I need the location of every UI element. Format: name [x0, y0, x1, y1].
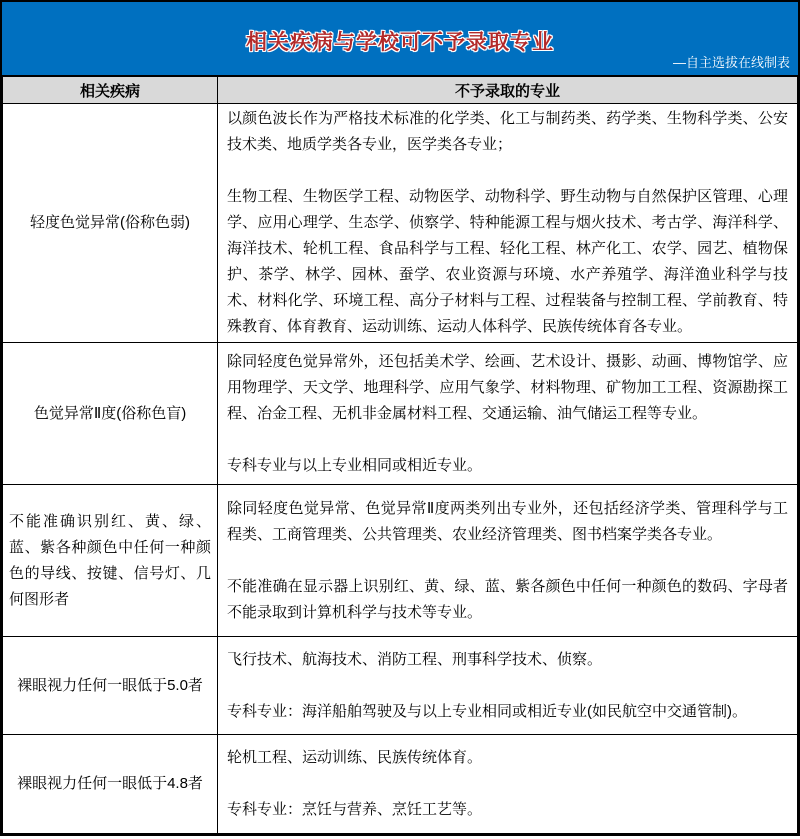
page-title: 相关疾病与学校可不予录取专业	[246, 31, 554, 54]
majors-paragraph: 轮机工程、运动训练、民族传统体育。	[227, 749, 483, 766]
disease-majors-table	[2, 76, 798, 834]
majors-paragraph: 除同轻度色觉异常外，还包括美术学、绘画、艺术设计、摄影、动画、博物馆学、应用物理学、天文学、地理科学、应用气象学、材料物理、矿物加工工程、资源勘探工程、冶金工程、无机非金属材料工程、交通运输、油气储运工程等专业。	[227, 352, 788, 422]
majors-cell	[218, 343, 798, 485]
majors-paragraph: 专科专业与以上专业相同或相近专业。	[227, 456, 483, 474]
header-majors: 不予录取的专业	[218, 77, 798, 104]
majors-cell	[218, 104, 798, 343]
disease-cell: 裸眼视力任何一眼低于5.0者	[3, 637, 218, 735]
disease-cell: 裸眼视力任何一眼低于4.8者	[3, 735, 218, 834]
majors-cell	[218, 735, 798, 834]
disease-cell: 不能准确识别红、黄、绿、蓝、紫各种颜色中任何一种颜色的导线、按键、信号灯、几何图形者	[3, 485, 218, 637]
table-row	[3, 735, 798, 834]
majors-paragraph: 专科专业：烹饪与营养、烹饪工艺等。	[227, 801, 483, 818]
banner-credit: —自主选拔在线制表	[672, 55, 790, 70]
table-row	[3, 485, 798, 637]
banner	[2, 2, 798, 76]
table-row	[3, 343, 798, 485]
majors-paragraph: 飞行技术、航海技术、消防工程、刑事科学技术、侦察。	[227, 650, 603, 668]
majors-cell	[218, 485, 798, 637]
majors-paragraph: 除同轻度色觉异常、色觉异常Ⅱ度两类列出专业外，还包括经济学类、管理科学与工程类、工商管理类、公共管理类、农业经济管理类、图书档案学类各专业。	[227, 499, 788, 543]
majors-cell	[218, 637, 798, 735]
table-row	[3, 637, 798, 735]
disease-cell: 色觉异常Ⅱ度(俗称色盲)	[3, 343, 218, 485]
majors-paragraph: 生物工程、生物医学工程、动物医学、动物科学、野生动物与自然保护区管理、心理学、应用心理学、生态学、侦察学、特种能源工程与烟火技术、考古学、海洋科学、海洋技术、轮机工程、食品科学与工程、轻化工程、林产化工、农学、园艺、植物保护、茶学、林学、园林、蚕学、农业资源与环境、水产养殖学、海洋渔业科学与技术、材料化学、环境工程、高分子材料与工程、过程装备与控制工程、学前教育、特殊教育、体育教育、运动训练、运动人体科学、民族传统体育各专业。	[227, 188, 788, 335]
majors-paragraph: 以颜色波长作为严格技术标准的化学类、化工与制药类、药学类、生物科学类、公安技术类、地质学类各专业，医学类各专业；	[227, 110, 788, 153]
table-header-row	[3, 77, 798, 104]
table-row	[3, 104, 798, 343]
disease-cell: 轻度色觉异常(俗称色弱)	[3, 104, 218, 343]
majors-paragraph: 不能准确在显示器上识别红、黄、绿、蓝、紫各颜色中任何一种颜色的数码、字母者不能录取到计算机科学与技术等专业。	[227, 577, 788, 621]
majors-paragraph: 专科专业：海洋船舶驾驶及与以上专业相同或相近专业(如民航空中交通管制)。	[227, 702, 747, 720]
header-disease: 相关疾病	[3, 77, 218, 104]
